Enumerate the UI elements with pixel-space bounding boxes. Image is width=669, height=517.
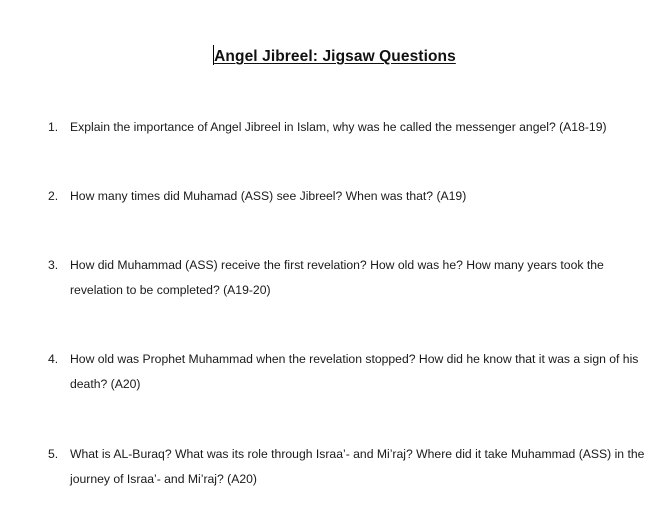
question-text: How many times did Muhamad (ASS) see Jibreel? When was that? (A19) [70, 189, 467, 203]
question-text: How did Muhammad (ASS) receive the first revelation? How old was he? How many years took the revelation to be completed? (A19-20) [70, 258, 604, 297]
question-text: Explain the importance of Angel Jibreel in Islam, why was he called the messenger angel? (A18-19) [70, 120, 607, 134]
question-item [48, 115, 653, 140]
question-number: 3. [48, 258, 59, 272]
question-number: 5. [48, 447, 59, 461]
question-number: 4. [48, 352, 59, 366]
question-number: 1. [48, 120, 59, 134]
question-item [48, 347, 653, 397]
question-text: What is AL-Buraq? What was its role through Israa’- and Mi’raj? Where did it take Muhammad (ASS) in the journey of Israa’- and Mi’raj? (A20) [70, 447, 645, 486]
question-item [48, 253, 653, 303]
question-item [48, 442, 653, 492]
question-number: 2. [48, 189, 59, 203]
question-text: How old was Prophet Muhammad when the revelation stopped? How did he know that it was a sign of his death? (A20) [70, 352, 639, 391]
page-title: Angel Jibreel: Jigsaw Questions [214, 48, 456, 65]
question-item [48, 184, 653, 209]
title-container [0, 45, 669, 66]
